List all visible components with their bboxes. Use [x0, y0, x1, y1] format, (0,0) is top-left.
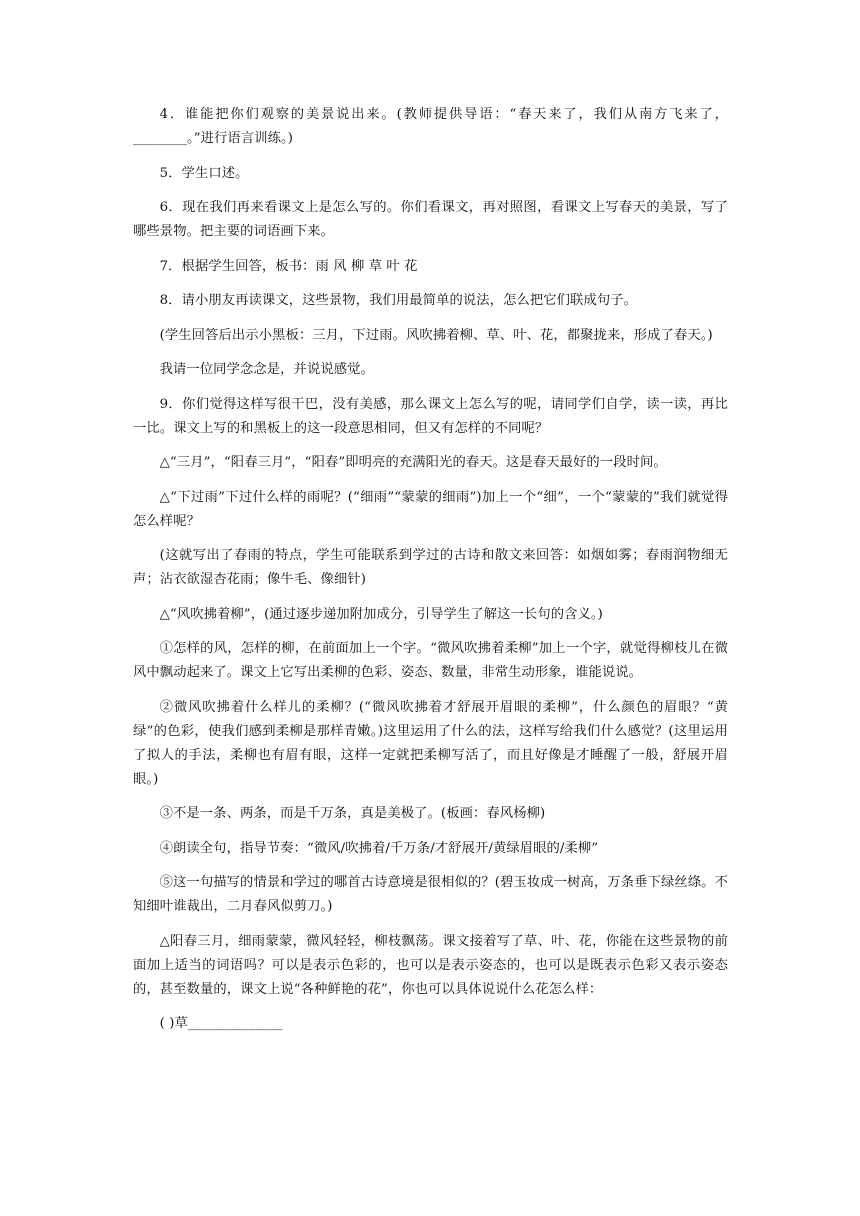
fill-in-prefix: ( )草: [159, 1016, 188, 1031]
fill-in-blank: ______________: [187, 1016, 283, 1031]
paragraph-triangle-wind: △“风吹拂着柳”，(通过逐步递加附加成分，引导学生了解这一长句的含义。): [159, 606, 603, 622]
paragraph-step-4: 4．谁能把你们观察的美景说出来。(教师提供导语：“春天来了，我们从南方飞来了，________。”进行语言训练。): [133, 107, 728, 146]
paragraph-step-5: 5．学生口述。: [159, 165, 249, 181]
paragraph-circled-1: ①怎样的风，怎样的柳，在前面加上一个字。“微风吹拂着柔柳”加上一个字，就觉得柳枝儿在微风中飘动起来了。课文上它写出柔柳的色彩、姿态、数量，非常生动形象，谁能说说。: [133, 641, 728, 680]
paragraph-step-9: 9．你们觉得这样写很干巴，没有美感，那么课文上怎么写的呢，请同学们自学，读一读，再比一比。课文上写的和黑板上的这一段意思相同，但又有怎样的不同呢？: [133, 396, 728, 436]
paragraph-read-aloud: 我请一位同学念念是，并说说感觉。: [159, 362, 374, 377]
paragraph-step-8: 8．请小朋友再读课文，这些景物，我们用最简单的说法，怎么把它们联成句子。: [159, 293, 638, 308]
fill-in-line-grass: [133, 1012, 728, 1036]
paragraph-blackboard-note: (学生回答后出示小黑板：三月，下过雨。风吹拂着柳、草、叶、花，都聚拢来，形成了春天。): [159, 327, 713, 343]
paragraph-step-7: 7．根据学生回答，板书：雨 风 柳 草 叶 花: [159, 258, 418, 274]
paragraph-triangle-march: △“三月”，“阳春三月”，“阳春”即明亮的充满阳光的春天。这是春天最好的一段时间。: [159, 455, 667, 470]
document-body: [133, 103, 728, 1047]
paragraph-circled-4: ④朗读全句，指导节奏：“微风/吹拂着/千万条/才舒展开/黄绿眉眼的/柔柳”: [159, 840, 599, 856]
paragraph-circled-5: ⑤这一句描写的情景和学过的哪首古诗意境是很相似的？(碧玉妆成一树高，万条垂下绿丝绦。不知细叶谁裁出，二月春风似剪刀。): [133, 875, 728, 914]
paragraph-circled-3: ③不是一条、两条，而是千万条，真是美极了。(板画：春风杨柳): [159, 806, 546, 821]
paragraph-rain-notes: (这就写出了春雨的特点，学生可能联系到学过的古诗和散文来回答：如烟如雾；春雨润物细无声；沾衣欲湿杏花雨；像牛毛、像细针): [133, 548, 728, 587]
paragraph-step-6: 6．现在我们再来看课文上是怎么写的。你们看课文，再对照图，看课文上写春天的美景，写了哪些景物。把主要的词语画下来。: [133, 200, 728, 239]
paragraph-circled-2: ②微风吹拂着什么样儿的柔柳？(“微风吹拂着才舒展开眉眼的柔柳”，什么颜色的眉眼？“黄绿”的色彩，使我们感到柔柳是那样青嫩。)这里运用了什么的法，这样写给我们什么感觉？(这里运用了拟人的手法，柔柳也有眉有眼，这样一定就把柔柳写活了，而且好像是才睡醒了一般，舒展开眉眼。): [133, 699, 728, 787]
paragraph-triangle-rain: △“下过雨”下过什么样的雨呢？(“细雨”“蒙蒙的细雨”)加上一个“细”，一个“蒙蒙的”我们就觉得怎么样呢？: [133, 489, 728, 529]
paragraph-triangle-spring: △阳春三月，细雨蒙蒙，微风轻轻，柳枝飘荡。课文接着写了草、叶、花，你能在这些景物的前面加上适当的词语吗？可以是表示色彩的，也可以是表示姿态的，也可以是既表示色彩又表示姿态的，甚至数量的，课文上说“各种鲜艳的花”，你也可以具体说说什么花怎么样：: [133, 933, 728, 997]
